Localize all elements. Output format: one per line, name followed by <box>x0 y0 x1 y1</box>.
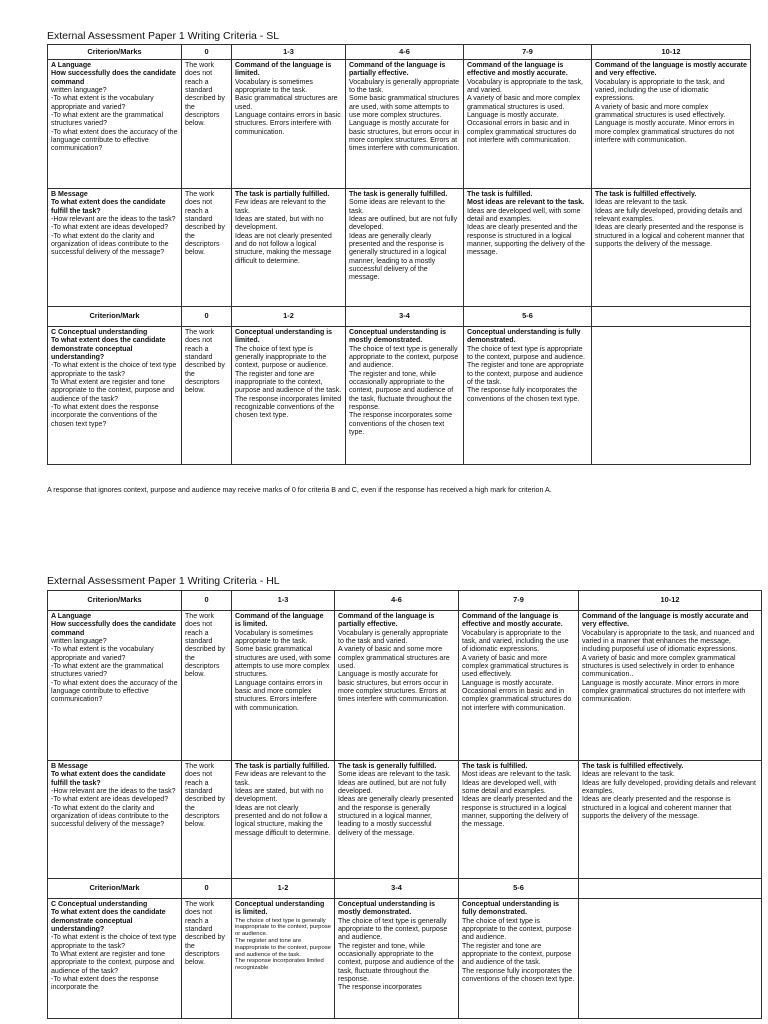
descriptor-line: A variety of basic and more complex grammatical structures is used selectively in order to enhance communication.. <box>582 654 736 679</box>
descriptor-cell <box>459 761 579 879</box>
descriptor-line: The response fully incorporates the conventions of the chosen text type. <box>467 387 580 403</box>
header-cell: 0 <box>182 45 232 60</box>
descriptor-line: -To what extent do the clarity and organization of ideas contribute to the successful delivery of the message? <box>51 232 169 257</box>
descriptor-heading: Conceptual understanding is mostly demonstrated. <box>338 901 436 917</box>
descriptor-heading: Conceptual understanding is fully demonstrated. <box>462 901 560 917</box>
descriptor-line: Most ideas are relevant to the task. <box>462 771 572 779</box>
descriptor-line: -To what extent are ideas developed? <box>51 224 169 232</box>
descriptor-line: The work does not reach a standard described by the descriptors below. <box>185 613 225 679</box>
criterion-c-row <box>48 327 751 465</box>
descriptor-line: -To what extent does the response incorporate the <box>51 976 159 992</box>
descriptor-cell <box>232 761 335 879</box>
descriptor-cell <box>592 189 751 307</box>
descriptor-heading: The task is fulfilled. <box>467 191 533 198</box>
descriptor-line: Vocabulary is generally appropriate to the task and varied. <box>338 629 449 646</box>
descriptor-line: To What extent are register and tone appropriate to the context, purpose and audience of the task? <box>51 951 175 975</box>
descriptor-line: The response incorporates limited recognizable conventions of the chosen text type. <box>235 395 342 420</box>
descriptor-line: The register and tone are appropriate to the context, purpose and audience of the task. <box>462 942 572 967</box>
descriptor-cell <box>335 611 459 761</box>
descriptor-line: Ideas are generally clearly presented and the response is generally structured in a logical manner, leading to a mostly successful delivery of the message. <box>338 796 454 837</box>
header-cell <box>592 307 751 327</box>
sl-footnote: A response that ignores context, purpose and audience may receive marks of 0 for criteria B and C, even if the response has received a high mark for criterion A. <box>47 486 552 494</box>
descriptor-line: -To what extent does the accuracy of the language contribute to effective communication? <box>51 679 178 704</box>
descriptor-line: Language contains errors in basic structures. Errors interfere with communication. <box>235 112 341 136</box>
descriptor-line: A variety of basic and more complex grammatical structures is used. <box>467 95 581 111</box>
descriptor-cell <box>459 899 579 1019</box>
descriptor-line: To What extent are register and tone appropriate to the context, purpose and audience of the task? <box>51 379 175 403</box>
descriptor-line: The choice of text type is generally inappropriate to the context, purpose or audience. <box>235 917 331 938</box>
descriptor-line: Vocabulary is appropriate to the task, and varied, including the use of idiomatic expressions. <box>462 629 569 654</box>
descriptor-cell <box>346 327 464 465</box>
descriptor-cell <box>232 189 346 307</box>
descriptor-heading: Command of the language is mostly accurate and very effective. <box>582 613 749 629</box>
descriptor-heading: The task is partially fulfilled. <box>235 763 330 770</box>
descriptor-line: Vocabulary is generally appropriate to the task. <box>349 78 460 95</box>
descriptor-heading: To what extent does the candidate demonstrate conceptual understanding? <box>51 909 166 934</box>
descriptor-cell <box>579 899 762 1019</box>
descriptor-line: Few ideas are relevant to the task. <box>235 199 326 215</box>
descriptor-heading: Conceptual understanding is limited. <box>235 901 325 917</box>
descriptor-line: -How relevant are the ideas to the task? <box>51 788 176 796</box>
descriptor-heading: A Language <box>51 62 92 69</box>
header-cell: 10-12 <box>592 45 751 60</box>
criterion-cell <box>48 189 182 307</box>
descriptor-cell <box>464 60 592 189</box>
descriptor-line: Ideas are generally clearly presented and the response is generally structured in a logical manner, leading to a mostly successful delivery of the message. <box>349 232 447 282</box>
descriptor-line: The register and tone are appropriate to the context, purpose and audience of the task. <box>467 362 584 387</box>
descriptor-cell <box>579 761 762 879</box>
descriptor-cell <box>464 189 592 307</box>
descriptor-line: The register and tone are inappropriate to the context, purpose and audience of the task. <box>235 370 342 395</box>
descriptor-line: -To what extent are ideas developed? <box>51 796 169 804</box>
descriptor-heading: To what extent does the candidate demonstrate conceptual understanding? <box>51 337 166 362</box>
header-cell: 3-4 <box>346 307 464 327</box>
descriptor-heading: Most ideas are relevant to the task. <box>467 199 585 207</box>
descriptor-heading: The task is fulfilled effectively. <box>595 191 697 198</box>
descriptor-line: The choice of text type is generally appropriate to the context, purpose and audience. <box>338 917 448 942</box>
descriptor-line: The register and tone are inappropriate to the context, purpose and audience of the task. <box>235 938 331 958</box>
descriptor-line: Language is mostly accurate. Occasional errors in basic and in complex grammatical structures do not interfere with communication. <box>467 112 577 145</box>
header-cell: Criterion/Mark <box>48 879 182 899</box>
criterion-b-row <box>48 189 751 307</box>
header-cell: 4-6 <box>346 45 464 60</box>
header-row <box>48 591 762 611</box>
header-cell: 10-12 <box>579 591 762 611</box>
header-cell: Criterion/Marks <box>48 591 182 611</box>
criterion-a-row <box>48 60 751 189</box>
descriptor-line: written language? <box>51 87 107 95</box>
descriptor-heading: The task is fulfilled effectively. <box>582 763 684 770</box>
descriptor-line: The choice of text type is generally appropriate to the context, purpose and audience. <box>349 345 459 370</box>
descriptor-line: Ideas are clearly presented and the response is structured in a logical manner, supporting the delivery of the message. <box>462 796 573 829</box>
descriptor-heading: The task is fulfilled. <box>462 763 528 770</box>
descriptor-line: The work does not reach a standard described by the descriptors below. <box>185 901 225 967</box>
header-cell: 0 <box>182 879 232 899</box>
hl-criteria-table <box>47 590 762 1019</box>
descriptor-line: The response incorporates <box>338 984 422 992</box>
hl-title: External Assessment Paper 1 Writing Criteria - HL <box>47 575 280 587</box>
descriptor-line: Ideas are stated, but with no development. <box>235 216 324 232</box>
descriptor-line: Some basic grammatical structures are used, with some attempts to use more complex structures. <box>349 95 460 120</box>
descriptor-heading: How successfully does the candidate command <box>51 621 176 637</box>
descriptor-line: -How relevant are the ideas to the task? <box>51 216 176 224</box>
descriptor-line: Vocabulary is appropriate to the task, and varied. <box>467 78 583 95</box>
descriptor-line: Few ideas are relevant to the task. <box>235 771 326 787</box>
criterion-cell <box>48 761 182 879</box>
descriptor-heading: How successfully does the candidate command <box>51 70 176 86</box>
descriptor-line: A variety of basic and more complex grammatical structures is used effectively. <box>462 654 569 679</box>
descriptor-line: Language is mostly accurate. Occasional errors in basic and in complex grammatical structures do not interfere with communication. <box>462 679 572 712</box>
descriptor-line: The work does not reach a standard described by the descriptors below. <box>185 191 225 257</box>
descriptor-line: The choice of text type is appropriate to the context, purpose and audience. <box>467 345 585 362</box>
header-cell: Criterion/Mark <box>48 307 182 327</box>
descriptor-line: Ideas are relevant to the task. <box>582 771 675 779</box>
descriptor-line: Ideas are clearly presented and the response is structured in a logical and coherent manner that supports the delivery of the message. <box>595 224 745 249</box>
descriptor-line: The work does not reach a standard described by the descriptors below. <box>185 763 225 829</box>
header-cell: 5-6 <box>464 307 592 327</box>
descriptor-cell <box>232 327 346 465</box>
sl-criteria-table <box>47 44 751 465</box>
descriptor-heading: Command of the language is limited. <box>235 62 332 78</box>
descriptor-line: The work does not reach a standard described by the descriptors below. <box>185 62 225 128</box>
header-row <box>48 307 751 327</box>
descriptor-line: Some ideas are relevant to the task. <box>338 771 451 779</box>
descriptor-line: The register and tone, while occasionally appropriate to the context, purpose and audience of the task, fluctuate throughout the response. <box>338 942 454 984</box>
descriptor-heading: B Message <box>51 191 88 198</box>
descriptor-line: The work does not reach a standard described by the descriptors below. <box>185 329 225 395</box>
header-cell: 1-2 <box>232 307 346 327</box>
descriptor-cell <box>182 899 232 1019</box>
descriptor-heading: The task is generally fulfilled. <box>349 191 448 198</box>
descriptor-heading: Command of the language is effective and mostly accurate. <box>462 613 563 629</box>
descriptor-cell <box>335 899 459 1019</box>
descriptor-line: -To what extent does the response incorporate the conventions of the chosen text type? <box>51 404 159 428</box>
descriptor-line: Vocabulary is appropriate to the task, and varied, including the use of idiomatic expressions. <box>595 78 725 103</box>
header-cell: 1-3 <box>232 45 346 60</box>
descriptor-line: written language? <box>51 638 107 646</box>
descriptor-heading: Command of the language is partially effective. <box>338 613 435 629</box>
descriptor-line: Language is mostly accurate for basic structures, but errors occur in more complex structures. Errors at times interfere with communication. <box>349 120 460 153</box>
criterion-cell <box>48 899 182 1019</box>
descriptor-heading: Command of the language is effective and mostly accurate. <box>467 62 568 78</box>
descriptor-line: Ideas are not clearly presented and do not follow a logical structure, making the message difficult to determine. <box>235 804 331 837</box>
descriptor-cell <box>579 611 762 761</box>
descriptor-line: A variety of basic and more complex grammatical structures is used effectively. <box>595 103 726 120</box>
sl-title: External Assessment Paper 1 Writing Criteria - SL <box>47 30 280 42</box>
descriptor-line: Ideas are not clearly presented and do not follow a logical structure, making the message difficult to determine. <box>235 232 332 265</box>
descriptor-heading: Command of the language is partially effective. <box>349 62 446 78</box>
descriptor-line: The choice of text type is appropriate to the context, purpose and audience. <box>462 917 572 942</box>
header-row <box>48 879 762 899</box>
descriptor-line: Ideas are outlined, but are not fully developed. <box>338 779 447 796</box>
descriptor-line: Language is mostly accurate. Minor errors in more complex grammatical structures do not interfere with communication. <box>582 679 746 704</box>
descriptor-line: Ideas are fully developed, providing details and relevant examples. <box>595 207 742 224</box>
descriptor-line: Ideas are relevant to the task. <box>595 199 688 207</box>
descriptor-heading: To what extent does the candidate fulfill the task? <box>51 771 166 787</box>
header-cell: 1-2 <box>232 879 335 899</box>
descriptor-heading: C Conceptual understanding <box>51 329 148 336</box>
descriptor-cell <box>182 60 232 189</box>
criterion-a-row <box>48 611 762 761</box>
descriptor-line: Basic grammatical structures are used. <box>235 95 338 111</box>
header-cell <box>579 879 762 899</box>
descriptor-line: -To what extent does the accuracy of the language contribute to effective communication? <box>51 128 178 153</box>
descriptor-cell <box>182 761 232 879</box>
descriptor-line: The response fully incorporates the conventions of the chosen text type. <box>462 967 575 984</box>
descriptor-line: Language contains errors in basic and more complex structures. Errors interfere with communication. <box>235 679 323 712</box>
descriptor-cell <box>592 327 751 465</box>
header-cell: 4-6 <box>335 591 459 611</box>
descriptor-line: -To what extent is the choice of text type appropriate to the task? <box>51 362 177 378</box>
descriptor-cell <box>182 189 232 307</box>
descriptor-heading: The task is partially fulfilled. <box>235 191 330 198</box>
descriptor-cell <box>335 761 459 879</box>
descriptor-line: Ideas are stated, but with no development. <box>235 788 324 804</box>
descriptor-line: Vocabulary is sometimes appropriate to the task. <box>235 629 313 646</box>
descriptor-line: Some ideas are relevant to the task. <box>349 199 445 215</box>
descriptor-line: Language is mostly accurate for basic structures, but errors occur in more complex structures. Errors at times interfere with communication. <box>338 671 449 704</box>
descriptor-line: Ideas are fully developed, providing details and relevant examples. <box>582 779 756 796</box>
descriptor-cell <box>459 611 579 761</box>
descriptor-line: -To what extent do the clarity and organization of ideas contribute to the successful delivery of the message? <box>51 804 169 829</box>
header-cell: 5-6 <box>459 879 579 899</box>
descriptor-heading: The task is generally fulfilled. <box>338 763 437 770</box>
descriptor-heading: A Language <box>51 613 92 620</box>
descriptor-heading: C Conceptual understanding <box>51 901 148 908</box>
criterion-cell <box>48 611 182 761</box>
descriptor-heading: Conceptual understanding is limited. <box>235 329 333 345</box>
descriptor-cell <box>232 899 335 1019</box>
criterion-cell <box>48 327 182 465</box>
header-cell: Criterion/Marks <box>48 45 182 60</box>
descriptor-cell <box>346 189 464 307</box>
descriptor-heading: Command of the language is limited. <box>235 613 324 629</box>
descriptor-cell <box>464 327 592 465</box>
descriptor-line: Language is mostly accurate. Minor errors in more complex grammatical structures do not interfere with communication. <box>595 120 735 145</box>
descriptor-line: Vocabulary is appropriate to the task, and nuanced and varied in a manner that enhances the message, including purposeful use of idiomatic expressions. <box>582 629 755 654</box>
header-cell: 1-3 <box>232 591 335 611</box>
descriptor-line: Some basic grammatical structures are used, with some attempts to use more complex structures. <box>235 646 331 679</box>
criterion-b-row <box>48 761 762 879</box>
descriptor-heading: Command of the language is mostly accurate and very effective. <box>595 62 747 78</box>
descriptor-line: The choice of text type is generally inappropriate to the context, purpose or audience. <box>235 345 328 370</box>
descriptor-cell <box>182 327 232 465</box>
descriptor-line: Ideas are clearly presented and the response is structured in a logical and coherent manner that supports the delivery of the message. <box>582 796 732 821</box>
descriptor-cell <box>232 611 335 761</box>
descriptor-cell <box>592 60 751 189</box>
descriptor-heading: Conceptual understanding is fully demonstrated. <box>467 329 581 345</box>
descriptor-line: -To what extent are the grammatical structures varied? <box>51 112 164 128</box>
descriptor-line: Ideas are outlined, but are not fully developed. <box>349 216 458 232</box>
descriptor-heading: Conceptual understanding is mostly demonstrated. <box>349 329 447 345</box>
descriptor-line: -To what extent is the vocabulary appropriate and varied? <box>51 95 154 111</box>
descriptor-cell <box>182 611 232 761</box>
header-cell: 0 <box>182 591 232 611</box>
descriptor-line: -To what extent is the vocabulary appropriate and varied? <box>51 646 154 662</box>
descriptor-line: -To what extent is the choice of text type appropriate to the task? <box>51 934 177 950</box>
descriptor-line: The response incorporates some conventions of the chosen text type. <box>349 412 453 437</box>
descriptor-line: Ideas are developed well, with some detail and examples. <box>467 207 581 224</box>
descriptor-heading: B Message <box>51 763 88 770</box>
descriptor-line: A variety of basic and some more complex grammatical structures are used. <box>338 646 450 671</box>
header-cell: 7-9 <box>459 591 579 611</box>
descriptor-line: -To what extent are the grammatical structures varied? <box>51 663 164 679</box>
descriptor-heading: To what extent does the candidate fulfill the task? <box>51 199 166 215</box>
descriptor-line: The response incorporates limited recognizable <box>235 958 324 972</box>
header-cell: 3-4 <box>335 879 459 899</box>
descriptor-line: The register and tone, while occasionally appropriate to the context, purpose and audience of the task, fluctuate throughout the response. <box>349 370 454 412</box>
header-cell: 7-9 <box>464 45 592 60</box>
header-row <box>48 45 751 60</box>
header-cell: 0 <box>182 307 232 327</box>
descriptor-line: Vocabulary is sometimes appropriate to the task. <box>235 78 313 95</box>
descriptor-line: Ideas are developed well, with some detail and examples. <box>462 779 557 796</box>
descriptor-line: Ideas are clearly presented and the response is structured in a logical manner, supporting the delivery of the message. <box>467 224 585 257</box>
criterion-cell <box>48 60 182 189</box>
descriptor-cell <box>346 60 464 189</box>
descriptor-cell <box>232 60 346 189</box>
criterion-c-row <box>48 899 762 1019</box>
